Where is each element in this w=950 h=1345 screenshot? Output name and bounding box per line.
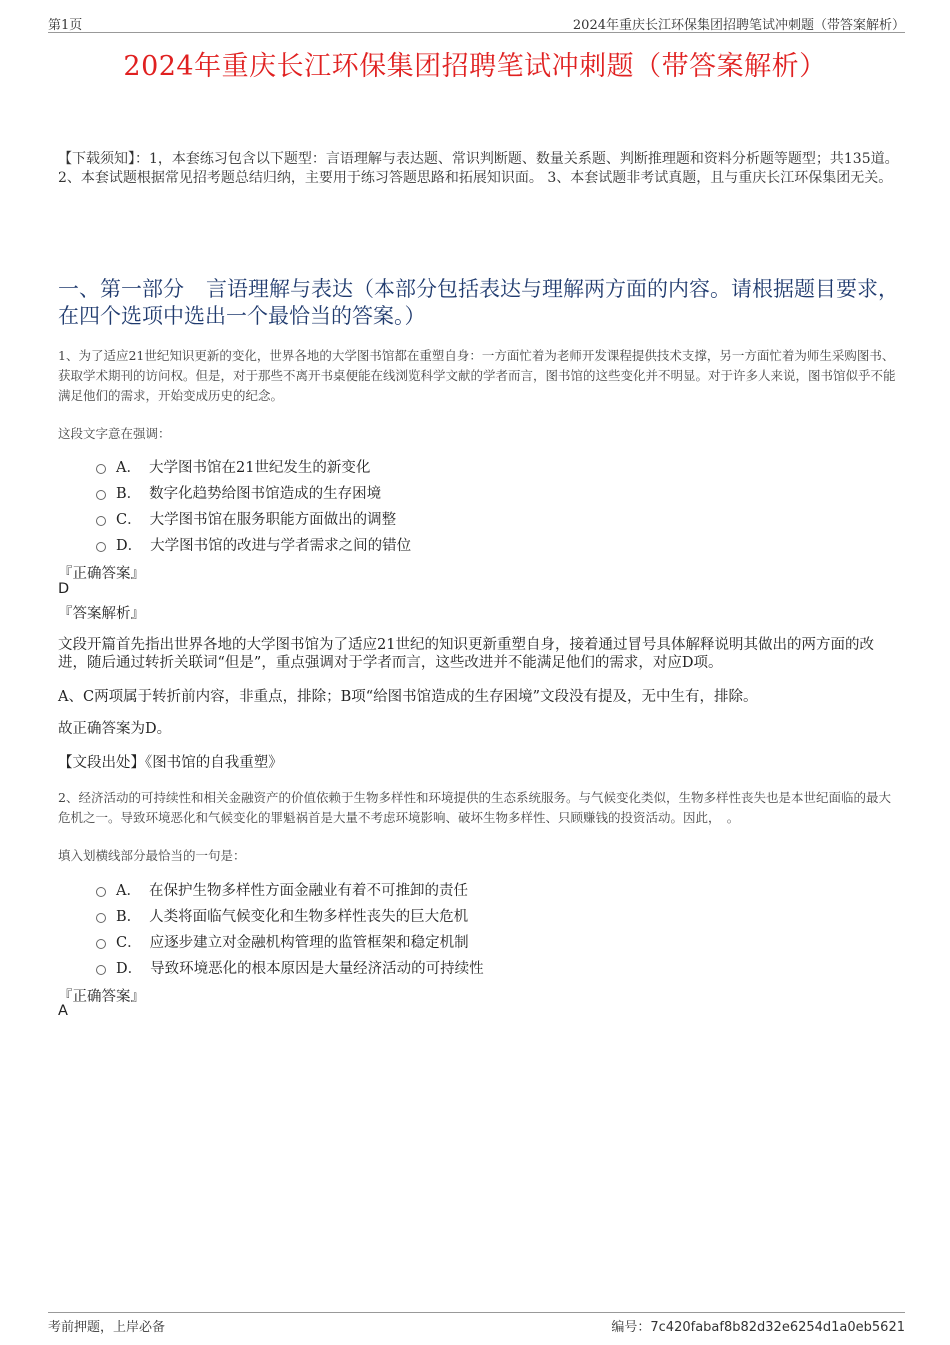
radio-icon[interactable]: [96, 887, 106, 897]
footer-code: 编号：7c420fabaf8b82d32e6254d1a0eb5621: [611, 1320, 905, 1335]
question-1-analysis-p1: 文段开篇首先指出世界各地的大学图书馆为了适应21世纪的知识更新重塑自身，接着通过冒号具体解释说明其做出的两方面的改进，随后通过转折关联词“但是”，重点强调对于学者而言，这些改进并不能满足他们的需求，对应D项。: [58, 637, 874, 671]
radio-icon[interactable]: [96, 913, 106, 923]
footer-slogan: 考前押题，上岸必备: [48, 1320, 166, 1335]
radio-icon[interactable]: [96, 939, 106, 949]
radio-icon[interactable]: [96, 965, 106, 975]
question-2-answer: A: [58, 1003, 68, 1019]
header-doc-title: 2024年重庆长江环保集团招聘笔试冲刺题（带答案解析）: [572, 18, 905, 33]
page-number: 第1页: [48, 18, 83, 33]
download-notice: 【下载须知】：1，本套练习包含以下题型：言语理解与表达题、常识判断题、数量关系题、判断推理题和资料分析题等题型；共135道。 2、本套试题根据常见招考题总结归纳，主要用于练习答题思路和拓展知识面。 3、本套试题非考试真题，且与重庆长江环保集团无关。: [58, 151, 899, 186]
radio-icon[interactable]: [96, 490, 106, 500]
document-title: 2024年重庆长江环保集团招聘笔试冲刺题（带答案解析）: [123, 51, 827, 82]
question-1-option-c[interactable]: C． 大学图书馆在服务职能方面做出的调整: [96, 505, 411, 531]
radio-icon[interactable]: [96, 464, 106, 474]
question-1-option-d[interactable]: D． 大学图书馆的改进与学者需求之间的错位: [96, 531, 411, 557]
question-2-option-b[interactable]: B． 人类将面临气候变化和生物多样性丧失的巨大危机: [96, 902, 484, 928]
question-1-prompt: 这段文字意在强调：: [58, 426, 171, 441]
question-2-option-a[interactable]: A． 在保护生物多样性方面金融业有着不可推卸的责任: [96, 876, 484, 902]
question-2-prompt: 填入划横线部分最恰当的一句是：: [58, 848, 246, 863]
section-heading: [58, 276, 900, 330]
question-1-analysis-p2: A、C两项属于转折前内容，非重点，排除；B项“给图书馆造成的生存困境”文段没有提及，无中生有，排除。: [58, 689, 758, 705]
question-2-option-c[interactable]: C． 应逐步建立对金融机构管理的监管框架和稳定机制: [96, 928, 484, 954]
section-number: 一、第一部分: [58, 277, 184, 301]
question-1-option-a[interactable]: A． 大学图书馆在21世纪发生的新变化: [96, 453, 411, 479]
section-title: 言语理解与表达（本部分包括表达与理解两方面的内容。请根据题目要求，在四个选项中选出一个最恰当的答案。）: [58, 277, 899, 328]
page-footer: [48, 1312, 905, 1333]
question-2-text: 2、经济活动的可持续性和相关金融资产的价值依赖于生物多样性和环境提供的生态系统服务。与气候变化类似，生物多样性丧失也是本世纪面临的最大危机之一。导致环境恶化和气候变化的罪魁祸首是大量不考虑环境影响、破坏生物多样性、只顾赚钱的投资活动。因此， 。: [58, 790, 891, 825]
question-1-option-b[interactable]: B． 数字化趋势给图书馆造成的生存困境: [96, 479, 411, 505]
radio-icon[interactable]: [96, 516, 106, 526]
question-1-answer-label: 『正确答案』: [58, 566, 145, 582]
page-header: [48, 14, 905, 33]
question-2-options: [96, 876, 484, 980]
question-2-answer-label: 『正确答案』: [58, 989, 145, 1005]
question-1-answer: D: [58, 581, 70, 597]
question-2-option-d[interactable]: D． 导致环境恶化的根本原因是大量经济活动的可持续性: [96, 954, 484, 980]
question-1-text: 1、为了适应21世纪知识更新的变化，世界各地的大学图书馆都在重塑自身：一方面忙着为老师开发课程提供技术支撑，另一方面忙着为师生采购图书、获取学术期刊的访问权。但是，对于那些不离开书桌便能在线浏览科学文献的学者而言，图书馆的这些变化并不明显。对于许多人来说，图书馆似乎不能满足他们的需求，开始变成历史的纪念。: [58, 348, 896, 403]
radio-icon[interactable]: [96, 542, 106, 552]
question-1-analysis-p3: 故正确答案为D。: [58, 721, 172, 737]
question-1-options: [96, 453, 411, 557]
question-1-source: 【文段出处】《图书馆的自我重塑》: [58, 755, 283, 771]
question-1-analysis-label: 『答案解析』: [58, 606, 145, 622]
